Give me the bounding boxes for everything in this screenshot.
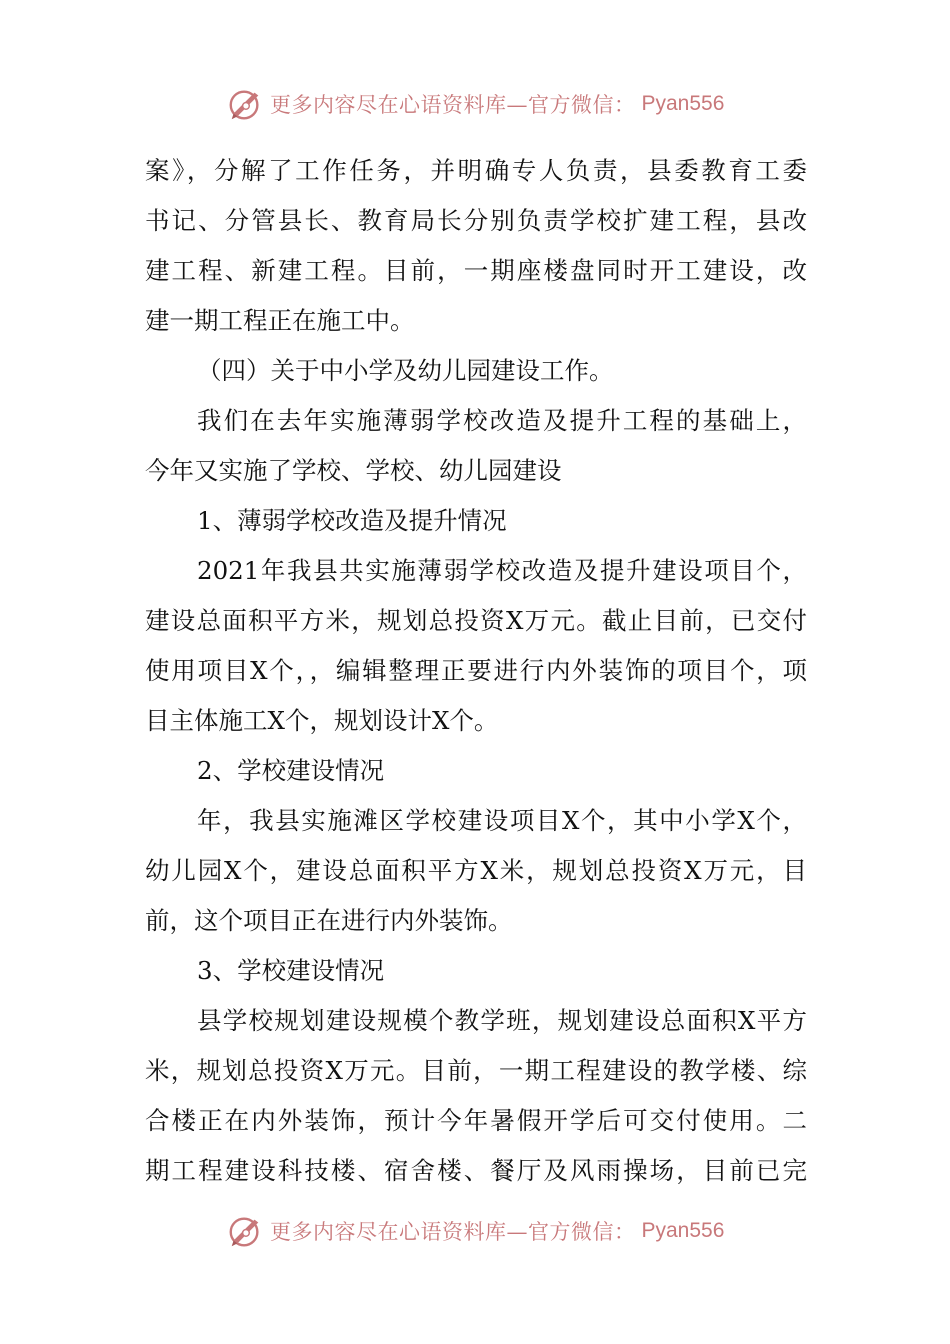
text-line: 米，规划总投资X万元。目前，一期工程建设的教学楼、综 <box>145 1056 807 1085</box>
text-line: 3、学校建设情况 <box>197 956 385 985</box>
watermark-handle: Pyan556 <box>641 92 725 115</box>
text-line: 县学校规划建设规模个教学班，规划建设总面积X平方 <box>197 1006 807 1035</box>
watermark-handle: Pyan556 <box>641 1219 725 1242</box>
watermark-text: 更多内容尽在心语资料库—官方微信： <box>270 1220 636 1244</box>
text-line: 合楼正在内外装饰，预计今年暑假开学后可交付使用。二 <box>145 1106 807 1135</box>
text-line: 期工程建设科技楼、宿舍楼、餐厅及风雨操场，目前已完 <box>145 1156 807 1185</box>
document-body <box>145 146 807 1196</box>
pen-logo-icon <box>226 85 264 123</box>
text-line: 今年又实施了学校、学校、幼儿园建设 <box>145 456 562 485</box>
text-line: 1、薄弱学校改造及提升情况 <box>197 506 507 535</box>
text-line: （四）关于中小学及幼儿园建设工作。 <box>197 356 614 385</box>
text-line: 年，我县实施滩区学校建设项目X个，其中小学X个， <box>197 806 807 835</box>
watermark-text: 更多内容尽在心语资料库—官方微信： <box>270 93 636 117</box>
text-line: 使用项目X个，，编辑整理正要进行内外装饰的项目个，项 <box>145 656 807 685</box>
text-line: 2、学校建设情况 <box>197 756 385 785</box>
text-line: 建工程、新建工程。目前，一期座楼盘同时开工建设，改 <box>145 256 807 285</box>
text-line: 幼儿园X个，建设总面积平方X米，规划总投资X万元，目 <box>145 856 807 885</box>
text-line: 2021年我县共实施薄弱学校改造及提升建设项目个， <box>197 556 807 585</box>
header-watermark <box>226 84 724 124</box>
pen-logo-icon <box>226 1212 264 1250</box>
footer-watermark <box>226 1211 724 1251</box>
text-line: 目主体施工X个，规划设计X个。 <box>145 706 499 735</box>
text-line: 建设总面积平方米，规划总投资X万元。截止目前，已交付 <box>145 606 807 635</box>
text-line: 前，这个项目正在进行内外装饰。 <box>145 906 513 935</box>
text-line: 书记、分管县长、教育局长分别负责学校扩建工程，县改 <box>145 206 807 235</box>
text-line: 建一期工程正在施工中。 <box>145 306 415 335</box>
text-line: 我们在去年实施薄弱学校改造及提升工程的基础上， <box>197 406 807 435</box>
text-line: 案》，分解了工作任务，并明确专人负责，县委教育工委 <box>145 156 807 185</box>
